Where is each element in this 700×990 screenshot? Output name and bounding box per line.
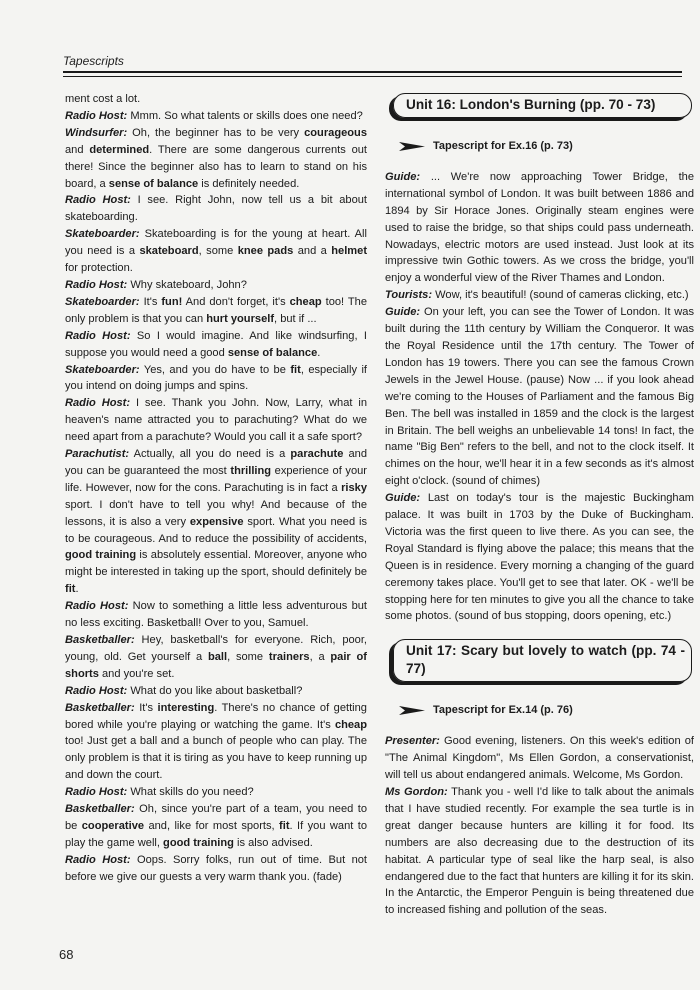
text-run: . There are some dangerous currents out there! Since the beginner also has to learn to stand on his board, a (65, 143, 368, 190)
text-run: , especially if you intend on doing jumps and spins. (65, 363, 367, 393)
text-run: for protection. (65, 262, 133, 275)
speaker-label: Radio Host: (65, 684, 128, 697)
keyword: courageous (304, 126, 367, 139)
right-column (385, 93, 694, 919)
text-run: It's (134, 701, 158, 714)
speaker-label: Basketballer: (65, 701, 135, 714)
tapescript-label: Tapescript for Ex.14 (p. 76) (433, 704, 573, 717)
keyword: determined (89, 143, 150, 156)
text-run: Skateboarding is for the young at heart. All you need is a (65, 228, 367, 258)
keyword: fun! (161, 295, 183, 308)
transcript-paragraph (65, 294, 367, 328)
speaker-label: Parachutist: (65, 448, 130, 461)
speaker-label: Ms Gordon: (385, 786, 448, 798)
keyword: helmet (331, 245, 368, 258)
transcript-paragraph (65, 700, 367, 785)
text-run: Now to something a little less adventurous but no less exciting. Basketball! Over to you, Samuel. (65, 600, 367, 630)
keyword: good training (163, 836, 234, 849)
left-column (65, 91, 367, 886)
keyword: fit (290, 363, 301, 376)
text-run: . If you want to play the game well, (65, 819, 368, 849)
text-run: On your left, you can see the Tower of London. It was built during the 11th century by William the Conqueror. It was the Royal Residence until the 17th century. The Tower of London has 19 towers. There you can see the famous Crown Jewels in the Jewel House. (pause) Now ... if you look ahead we're coming to the Houses of Parliament and the famous Big Ben. The bell was installed in 1859 and the clock is the largest in Britain. The bell weighs an unbelievable 14 tons! In fact, the name "Big Ben" refers to the bell, and not to the clock itself. It chimes on the hour, we'll hear it in a few seconds as it's almost eight o'clock. (sound of chimes) (385, 306, 694, 488)
text-run: is absolutely essential. Moreover, anyone who might be interested in taking up the sport, should definitely be (65, 549, 367, 579)
text-run: What do you like about basketball? (127, 684, 303, 697)
speaker-label: Radio Host: (65, 397, 131, 410)
transcript-paragraph (385, 304, 694, 490)
transcript-paragraph (65, 108, 367, 125)
arrow-bullet-icon (399, 705, 425, 716)
speaker-label: Guide: (385, 170, 421, 183)
speaker-label: Skateboarder: (65, 228, 140, 241)
speaker-label: Basketballer: (65, 634, 135, 646)
text-run: Oh, since you're part of a team, you need to be (65, 803, 367, 832)
text-run: And don't forget, it's (182, 295, 290, 308)
unit-17-heading: Unit 17: Scary but lovely to watch (pp. 74 - 77) (393, 639, 692, 682)
transcript-paragraph (65, 395, 367, 446)
text-run: ... We're now approaching Tower Bridge, the international symbol of London. It was built between 1886 and 1894 by Sir Horace Jones. Originally steam engines were used to raise the bridge, so that ships could pass underneath. Nowadays, electric motors are used instead. Just look at its impressive twin Gothic towers. As we cross the bridge, you'll enjoy a wonderful view of the River Thames and London. (385, 170, 694, 285)
transcript-paragraph (65, 632, 367, 683)
speaker-label: Radio Host: (65, 786, 128, 799)
text-run: . There's no chance of getting bored while you're playing or watching the game. It's (65, 701, 367, 731)
unit-17-text (385, 733, 694, 919)
keyword: skateboard (139, 245, 199, 258)
speaker-label: Guide: (385, 492, 421, 505)
text-run: . (75, 583, 79, 596)
keyword: thrilling (230, 464, 272, 477)
keyword: fit (279, 819, 290, 832)
transcript-paragraph (385, 490, 694, 625)
speaker-label: Guide: (385, 306, 421, 319)
transcript-paragraph (385, 784, 694, 919)
speaker-label: Radio Host: (65, 109, 128, 122)
keyword: risky (341, 481, 367, 494)
keyword: cheap (334, 718, 367, 731)
transcript-paragraph (65, 328, 367, 362)
speaker-label: Radio Host: (65, 600, 129, 613)
keyword: sense of balance (227, 346, 318, 359)
text-run: ment cost a lot. (65, 93, 141, 105)
header-rule (63, 71, 682, 73)
transcript-paragraph (65, 852, 367, 886)
transcript-paragraph (65, 362, 367, 396)
text-run: sport. I don't have to tell you why! And because of the lessons, it is also a very (65, 498, 367, 528)
transcript-paragraph (65, 91, 367, 108)
unit-16-heading: Unit 16: London's Burning (pp. 70 - 73) (393, 93, 692, 118)
header-rule-thin (63, 76, 682, 77)
transcript-paragraph (65, 192, 367, 226)
transcript-paragraph (65, 598, 367, 632)
text-run: is also advised. (233, 836, 313, 849)
speaker-label: Skateboarder: (65, 295, 140, 308)
transcript-paragraph (385, 733, 694, 784)
arrow-bullet-icon (399, 141, 425, 152)
text-run: Last on today's tour is the majestic Buckingham palace. It was built in 1703 by the Duke of Buckingham. Victoria was the first queen to live there. As you can see, the Royal Standard is flying above the palace; this means that the Queen is in residence. Every morning a changing of the guard ceremony takes place. You'll get to see that later. OK - we'll be stopping here for ten minutes to give you all the chance to take some photos. (sound of bus stopping, doors opening, etc.) (385, 492, 694, 623)
keyword: good training (65, 549, 137, 562)
keyword: fit (65, 583, 76, 596)
keyword: sense of balance (108, 177, 199, 190)
speaker-label: Windsurfer: (65, 126, 128, 139)
transcript-paragraph (65, 446, 367, 598)
text-run: Oh, the beginner has to be very (127, 126, 305, 139)
text-run: and a (293, 245, 332, 258)
keyword: knee pads (237, 245, 294, 258)
text-run: What skills do you need? (127, 786, 254, 799)
text-run: I see. Thank you John. Now, Larry, what in heaven's name attracted you to parachuting? What do we need apart from a parachute? Would you call it a safe sport? (65, 397, 368, 444)
text-run: , some (198, 245, 238, 258)
text-run: Hey, basketball's for everyone. Rich, poor, young, old. Get yourself a (65, 634, 367, 663)
keyword: parachute (290, 448, 344, 461)
speaker-label: Radio Host: (65, 329, 131, 342)
text-run: Thank you - well I'd like to talk about the animals that I have studied recently. For example the sea turtle is in great danger because hunters are killing it for food. Its numbers are also decreasing due to the destruction of its habitat. A particular type of seal like the harp seal, is also endangered due to the fact that hunters are killing it for its skin. In the Antarctic, the Emperor Penguin is being threatened due to increased fishing and pollution of the seas. (385, 786, 695, 917)
page-number: 68 (59, 947, 74, 962)
text-run: Oops. Sorry folks, run out of time. But not before we give our guests a very warm thank you. (fade) (65, 853, 368, 883)
unit-16-text (385, 169, 694, 625)
text-run: Actually, all you do need is a (129, 448, 291, 461)
text-run: experience of your life. However, now for the cons. Parachuting is in fact a (65, 464, 368, 494)
keyword: hurt yourself (206, 312, 275, 325)
speaker-label: Tourists: (385, 289, 433, 302)
speaker-label: Radio Host: (65, 194, 131, 207)
keyword: expensive (189, 515, 244, 528)
keyword: cheap (289, 295, 322, 308)
keyword: ball (207, 650, 228, 663)
transcript-paragraph (385, 169, 694, 287)
transcript-paragraph (65, 277, 367, 294)
text-run: too! The only problem is that you can (65, 295, 367, 325)
text-run: sport. What you need is to be courageous. And to reduce the possibility of accidents, (65, 515, 367, 545)
keyword: cooperative (81, 819, 145, 832)
running-header: Tapescripts (63, 54, 124, 68)
text-run: , but if ... (274, 312, 317, 325)
text-run: and (65, 143, 90, 156)
speaker-label: Skateboarder: (65, 363, 140, 376)
text-run: Mmm. So what talents or skills does one need? (127, 109, 363, 122)
text-run: Yes, and you do have to be (139, 363, 291, 376)
text-run: and, like for most sports, (144, 819, 280, 832)
text-run: and you can be guaranteed the most (65, 448, 368, 477)
text-run: Good evening, listeners. On this week's edition of "The Animal Kingdom", Ms Ellen Gordon, a conservationist, will tell us about endangered animals. Welcome, Ms Gordon. (385, 735, 694, 782)
text-run: Wow, it's beautiful! (sound of cameras clicking, etc.) (432, 289, 689, 302)
unit-16-tapescript-title (399, 138, 694, 155)
speaker-label: Radio Host: (65, 278, 128, 291)
transcript-paragraph (65, 226, 367, 277)
text-run: . (317, 346, 321, 359)
speaker-label: Radio Host: (65, 853, 131, 866)
text-run: So I would imagine. And like windsurfing, I suppose you would need a good (65, 329, 368, 359)
text-run: , a (309, 650, 331, 663)
transcript-paragraph (385, 287, 694, 304)
text-run: is definitely needed. (198, 177, 300, 190)
keyword: interesting (157, 701, 215, 714)
unit-17-tapescript-title (399, 702, 694, 719)
transcript-paragraph (65, 125, 367, 193)
speaker-label: Presenter: (385, 735, 440, 748)
text-run: It's (139, 295, 162, 308)
keyword: trainers (268, 650, 310, 663)
tapescript-label: Tapescript for Ex.16 (p. 73) (433, 140, 573, 152)
text-run: I see. Right John, now tell us a bit about skateboarding. (65, 194, 368, 224)
text-run: and you're set. (98, 667, 175, 680)
transcript-paragraph (65, 784, 367, 801)
transcript-paragraph (65, 801, 367, 852)
text-run: too! Just get a ball and a bunch of people who can play. The only problem is that it is tiring as you have to keep running up and down the court. (65, 735, 367, 782)
text-run: Why skateboard, John? (127, 278, 247, 291)
speaker-label: Basketballer: (65, 803, 135, 816)
transcript-paragraph (65, 683, 367, 700)
keyword: pair of shorts (65, 650, 367, 680)
text-run: , some (227, 650, 269, 663)
